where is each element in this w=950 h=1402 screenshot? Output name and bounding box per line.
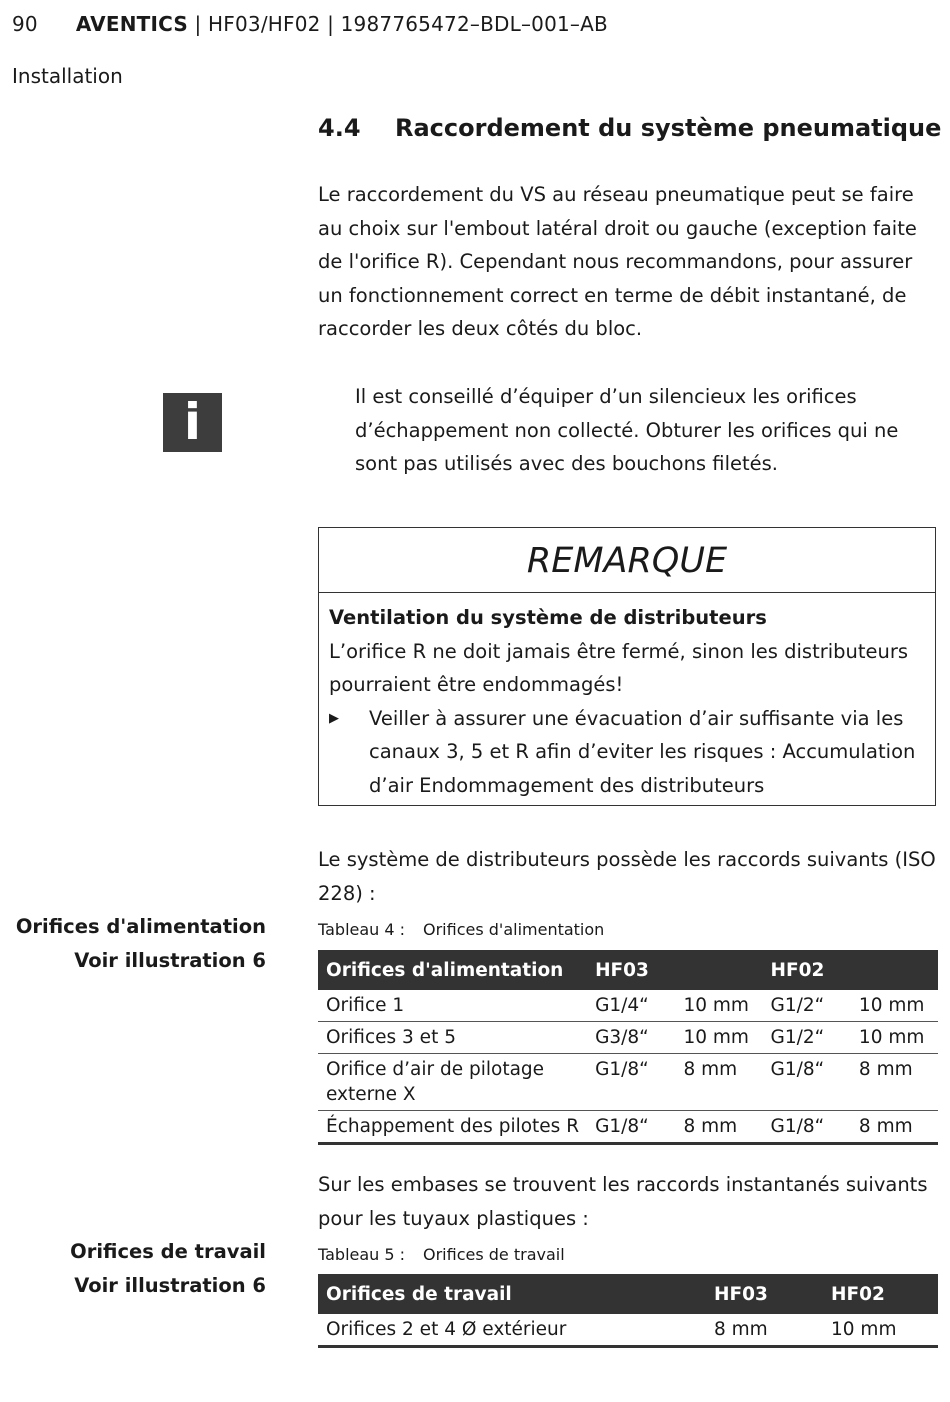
remarque-body xyxy=(319,593,935,802)
table-cell: 10 mm xyxy=(823,1314,938,1347)
table4-caption xyxy=(318,920,604,939)
brand-name: AVENTICS xyxy=(75,12,188,36)
remarque-bullet xyxy=(329,702,925,803)
table-cell: 8 mm xyxy=(851,1054,938,1111)
table-header-row xyxy=(318,1274,938,1314)
side-label-work-title: Orifices de travail xyxy=(70,1240,266,1263)
bullet-triangle-icon: ▶ xyxy=(329,710,339,726)
table-cell: 8 mm xyxy=(706,1314,823,1347)
table-cell: G1/8“ xyxy=(587,1111,675,1144)
table-cell: Orifice 1 xyxy=(318,990,587,1022)
quick-connectors-paragraph: Sur les embases se trouvent les raccords instantanés suivants pour les tuyaux plastiques : xyxy=(318,1173,928,1230)
table-cell: 10 mm xyxy=(675,1022,762,1054)
working-ports-table xyxy=(318,1274,938,1348)
table-header-cell: HF03 xyxy=(587,950,762,990)
table-cell: G1/8“ xyxy=(587,1054,675,1111)
page-number: 90 xyxy=(12,12,38,36)
section-heading xyxy=(318,114,941,142)
table-row xyxy=(318,990,938,1022)
info-note-text: Il est conseillé d’équiper d’un silencieux les orifices d’échappement non collecté. Obturer les orifices qui ne sont pas utilisés avec des bouchons filetés. xyxy=(355,385,899,475)
table-cell: G1/8“ xyxy=(763,1054,851,1111)
table-cell: Échappement des pilotes R xyxy=(318,1111,587,1144)
table-header-cell: HF02 xyxy=(763,950,938,990)
table-row xyxy=(318,1054,938,1111)
side-label-supply-title: Orifices d'alimentation xyxy=(15,915,266,938)
table4-caption-number: Tableau 4 : xyxy=(318,920,406,939)
table5-caption-number: Tableau 5 : xyxy=(318,1245,406,1264)
remarque-box xyxy=(318,527,936,806)
table-header-cell: HF03 xyxy=(706,1274,823,1314)
side-label-work-ref: Voir illustration 6 xyxy=(74,1274,266,1297)
info-icon: i xyxy=(163,393,222,452)
table-cell: G1/8“ xyxy=(763,1111,851,1144)
table-row xyxy=(318,1111,938,1144)
table5-caption-title: Orifices de travail xyxy=(423,1245,565,1264)
table-cell: Orifices 3 et 5 xyxy=(318,1022,587,1054)
section-label: Installation xyxy=(12,64,123,88)
table-cell: 10 mm xyxy=(851,1022,938,1054)
table-header-cell: Orifices de travail xyxy=(318,1274,706,1314)
table-cell: G1/2“ xyxy=(763,1022,851,1054)
table-header-cell: HF02 xyxy=(823,1274,938,1314)
table-cell: 8 mm xyxy=(675,1054,762,1111)
table-row xyxy=(318,1314,938,1347)
heading-number: 4.4 xyxy=(318,114,361,142)
remarque-subtitle: Ventilation du système de distributeurs xyxy=(329,606,767,629)
remarque-text: L’orifice R ne doit jamais être fermé, sinon les distributeurs pourraient être endommagés! xyxy=(329,639,909,696)
table-header-row xyxy=(318,950,938,990)
side-label-work xyxy=(70,1235,266,1303)
table-cell: Orifice d’air de pilotage externe X xyxy=(318,1054,587,1111)
table-row xyxy=(318,1022,938,1054)
table-header-cell: Orifices d'alimentation xyxy=(318,950,587,990)
heading-title: Raccordement du système pneumatique xyxy=(395,114,942,142)
intro-paragraph: Le raccordement du VS au réseau pneumatique peut se faire au choix sur l'embout latéral droit ou gauche (exception faite de l'orifice R). Cependant nous recommandons, pour assurer un fonctionnement correct en terme de débit instantané, de raccorder les deux côtés du bloc. xyxy=(318,183,917,340)
document-reference: | HF03/HF02 | 1987765472–BDL–001–AB xyxy=(188,12,608,36)
remarque-bullet-text: Veiller à assurer une évacuation d’air suffisante via les canaux 3, 5 et R afin d’eviter les risques : Accumulation d’air Endommagement des distributeurs xyxy=(369,706,916,797)
table-cell: G1/4“ xyxy=(587,990,675,1022)
table-cell: 10 mm xyxy=(851,990,938,1022)
table-cell: G1/2“ xyxy=(763,990,851,1022)
table-cell: Orifices 2 et 4 Ø extérieur xyxy=(318,1314,706,1347)
supply-ports-table xyxy=(318,950,938,1145)
side-label-supply-ref: Voir illustration 6 xyxy=(74,949,266,972)
table-cell: 8 mm xyxy=(675,1111,762,1144)
table-cell: G3/8“ xyxy=(587,1022,675,1054)
table-cell: 8 mm xyxy=(851,1111,938,1144)
ports-paragraph: Le système de distributeurs possède les raccords suivants (ISO 228) : xyxy=(318,848,936,905)
table-cell: 10 mm xyxy=(675,990,762,1022)
page-header xyxy=(12,12,608,36)
table4-caption-title: Orifices d'alimentation xyxy=(423,920,605,939)
remarque-title: REMARQUE xyxy=(319,528,935,593)
side-label-supply xyxy=(16,910,266,978)
table5-caption xyxy=(318,1245,565,1264)
